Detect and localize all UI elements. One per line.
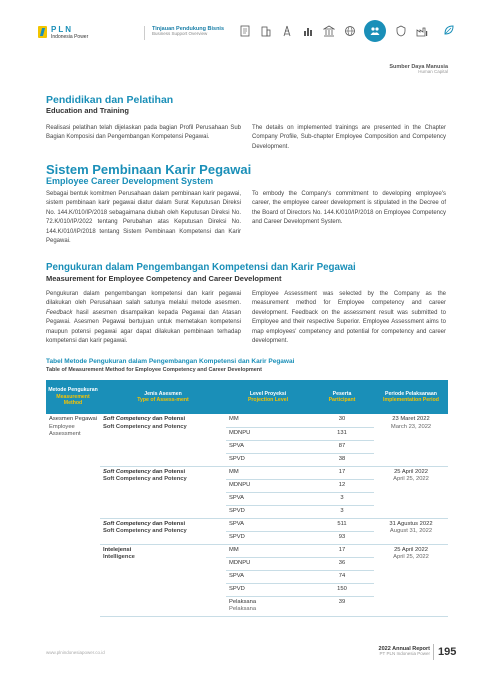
measurement-heading-id: Pengukuran dalam Pengembangan Kompetensi dan Karir Pegawai bbox=[46, 262, 356, 273]
cell-peserta: 3 bbox=[310, 505, 374, 518]
training-heading-en: Education and Training bbox=[46, 106, 129, 115]
tower-icon[interactable] bbox=[280, 25, 293, 38]
chapter-title bbox=[152, 26, 224, 37]
career-heading-id: Sistem Pembinaan Karir Pegawai bbox=[46, 162, 252, 177]
logo-subname: Indonesia Power bbox=[51, 34, 89, 40]
chapter-nav bbox=[238, 20, 436, 42]
company-logo bbox=[38, 26, 88, 40]
cell-peserta: 93 bbox=[310, 531, 374, 544]
cell-peserta: 38 bbox=[310, 453, 374, 466]
page-header bbox=[0, 0, 480, 52]
cell-peserta: 74 bbox=[310, 570, 374, 583]
table-subtitle: Table of Measurement Method for Employee Competency and Career Development bbox=[46, 367, 262, 373]
footer-url[interactable]: www.plnindonesiapower.co.id bbox=[46, 650, 105, 655]
logo-name: PLN bbox=[51, 25, 73, 34]
cell-level: SPVD bbox=[226, 531, 310, 544]
section-subtitle: Human Capital bbox=[418, 69, 448, 75]
header-jenis: Jenis Asesmen Type of Assess-ment bbox=[100, 380, 226, 414]
measurement-heading-en: Measurement for Employee Competency and Career Development bbox=[46, 274, 282, 283]
cell-level: MDNPU bbox=[226, 427, 310, 440]
cell-level: MM bbox=[226, 414, 310, 427]
chapter-title-id: Tinjauan Pendukung Bisnis bbox=[152, 26, 225, 32]
cell-periode: 25 April 2022 April 25, 2022 bbox=[374, 466, 448, 518]
training-text-en: The details on implemented trainings are presented in the Chapter Company Profile, Sub-chapter Employee Composition and Competency Development. bbox=[252, 125, 446, 150]
cell-periode: 23 Maret 2022 March 23, 2022 bbox=[374, 414, 448, 466]
cell-level: Pelaksana Pelaksana bbox=[226, 596, 310, 616]
cell-level: SPVA bbox=[226, 492, 310, 505]
cell-level: SPVA bbox=[226, 440, 310, 453]
footer-report bbox=[379, 646, 430, 657]
globe-icon[interactable] bbox=[343, 25, 356, 38]
cell-level: MM bbox=[226, 544, 310, 557]
cell-peserta: 3 bbox=[310, 492, 374, 505]
header-peserta: Peserta Participant bbox=[310, 380, 374, 414]
footer-company: PT PLN Indonesia Power bbox=[379, 651, 430, 657]
table-title: Tabel Metode Pengukuran dalam Pengembangan Kompetensi dan Karir Pegawai bbox=[46, 358, 295, 365]
career-text-en: To embody the Company's commitment to developing employee's career, the employee career development is stipulated in the Decree of the Board of Directors No. 144.K/010/IP/2018 on Employee Competency and Career Development System. bbox=[252, 191, 446, 226]
measurement-text-en: Employee Assessment was selected by the Company as the measurement method for Employee competency and career development. Feedback on the assessment result was submitted to Employee and their respective Superior. Employee Assessment aims to map employees' competency and potential for competency and career development. bbox=[252, 291, 446, 345]
cell-peserta: 511 bbox=[310, 518, 374, 531]
header-metode: Metode Pengukuran Measurement Method bbox=[46, 380, 100, 414]
cell-peserta: 17 bbox=[310, 466, 374, 479]
cell-peserta: 39 bbox=[310, 596, 374, 616]
columns-icon[interactable] bbox=[322, 25, 335, 38]
pln-logo-icon bbox=[38, 26, 47, 38]
cell-level: MDNPU bbox=[226, 479, 310, 492]
cell-level: MDNPU bbox=[226, 557, 310, 570]
training-heading-id: Pendidikan dan Pelatihan bbox=[46, 94, 174, 106]
footer-report-title: 2022 Annual Report bbox=[378, 646, 430, 652]
training-text-id: Realisasi pelatihan telah dijelaskan pada bagian Profil Perusahaan Sub Bagian Komposisi dan Pengembangan Kompetensi Pegawai. bbox=[46, 125, 241, 141]
header-periode: Periode Pelaksanaan Implementation Period bbox=[374, 380, 448, 414]
table-row bbox=[46, 544, 448, 557]
factory-icon[interactable] bbox=[415, 25, 428, 38]
header-divider bbox=[144, 26, 145, 40]
page-number: 195 bbox=[438, 646, 457, 658]
cell-level: SPVD bbox=[226, 505, 310, 518]
cell-jenis: Intelejensi Intelligence bbox=[100, 544, 226, 616]
cell-peserta: 131 bbox=[310, 427, 374, 440]
cell-peserta: 87 bbox=[310, 440, 374, 453]
cell-jenis: Soft Competency dan Potensi Soft Competency and Potency bbox=[100, 518, 226, 544]
cell-peserta: 12 bbox=[310, 479, 374, 492]
cell-peserta: 30 bbox=[310, 414, 374, 427]
section-label bbox=[389, 64, 448, 75]
cell-level: SPVD bbox=[226, 583, 310, 596]
chapter-title-en: Business Support Overview bbox=[152, 31, 208, 37]
leaf-icon bbox=[442, 23, 456, 37]
cell-level: SPVD bbox=[226, 453, 310, 466]
people-icon[interactable] bbox=[364, 20, 386, 42]
cell-level: MM bbox=[226, 466, 310, 479]
table-row bbox=[46, 414, 448, 427]
cell-periode: 25 April 2022 April 25, 2022 bbox=[374, 544, 448, 616]
career-heading-en: Employee Career Development System bbox=[46, 176, 214, 186]
cell-level: SPVA bbox=[226, 570, 310, 583]
shield-icon[interactable] bbox=[394, 25, 407, 38]
career-text-id: Sebagai bentuk komitmen Perusahaan dalam pembinaan karir pegawai, sistem pembinaan karir pegawai diatur dalam Surat Keputusan Direksi No. 144.K/010/IP/2018 sebagaimana diubah oleh Keputusan Direksi No. 72.K/010/IP/2022 tentang Perubahan atas Keputusan Direksi No. 144.K/010/IP/2018 tentang Sistem Pembinaan Kompetensi dan Karir Pegawai. bbox=[46, 191, 241, 245]
section-title: Sumber Daya Manusia bbox=[389, 64, 448, 70]
table-header-row bbox=[46, 380, 448, 414]
cell-periode: 31 Agustus 2022 August 31, 2022 bbox=[374, 518, 448, 544]
cell-peserta: 150 bbox=[310, 583, 374, 596]
cell-jenis: Soft Competency dan Potensi Soft Competency and Potency bbox=[100, 466, 226, 518]
chart-icon[interactable] bbox=[301, 25, 314, 38]
document-icon[interactable] bbox=[238, 25, 251, 38]
table-row bbox=[46, 518, 448, 531]
cell-metode: Asesmen Pegawai Employee Assessment bbox=[49, 416, 98, 438]
footer-divider bbox=[433, 644, 434, 660]
cell-peserta: 17 bbox=[310, 544, 374, 557]
cell-jenis: Soft Competency dan Potensi Soft Competency and Potency bbox=[100, 414, 226, 466]
building-icon[interactable] bbox=[259, 25, 272, 38]
measurement-text-id: Pengukuran dalam pengembangan kompetensi dan karir pegawai dilakukan oleh Perusahaan salah satunya melalui metode asesmen. Feedback hasil asesmen disampaikan kepada Pegawai dan Atasan Pegawai. Asesmen Pegawai bertujuan untuk memetakan kompetensi maupun potensi pegawai agar dapat dilakukan pembinaan terhadap kompetensi dan karir pegawai. bbox=[46, 291, 241, 345]
cell-peserta: 36 bbox=[310, 557, 374, 570]
cell-level: SPVA bbox=[226, 518, 310, 531]
header-level: Level Proyeksi Projection Level bbox=[226, 380, 310, 414]
measurement-table bbox=[46, 380, 448, 617]
table-row bbox=[46, 466, 448, 479]
